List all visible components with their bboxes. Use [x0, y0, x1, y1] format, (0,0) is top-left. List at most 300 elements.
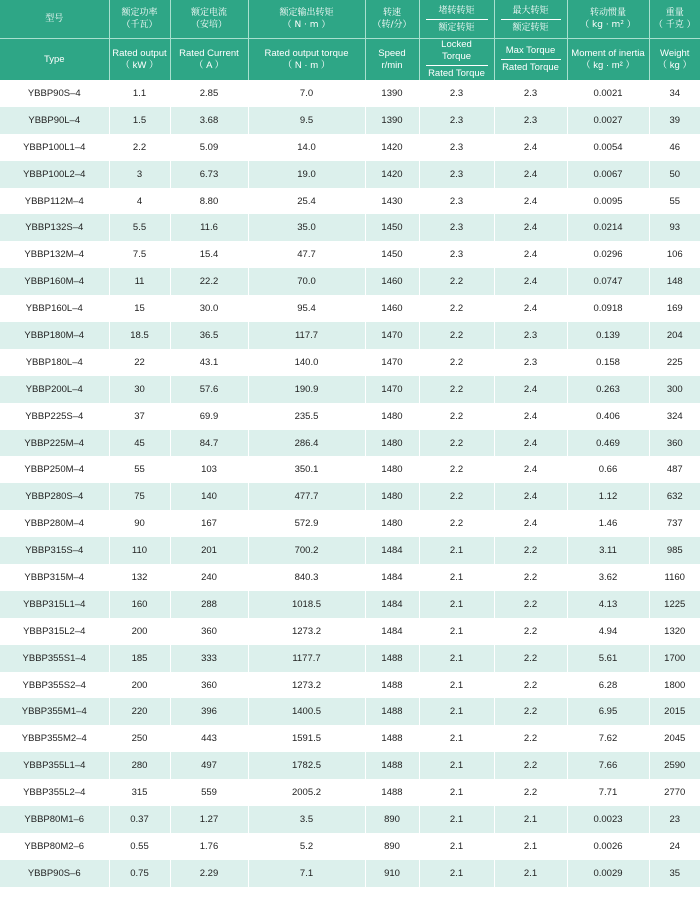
cell-rated-output: 37 [109, 403, 170, 430]
cell-output-torque: 2005.2 [248, 779, 365, 806]
table-row [0, 591, 700, 618]
cell-max-torque-ratio: 2.4 [494, 403, 567, 430]
header-speed-cn: 转速 （转/分） [365, 0, 419, 39]
cell-weight: 737 [649, 510, 700, 537]
cell-max-torque-ratio: 2.2 [494, 591, 567, 618]
cell-max-torque-ratio: 2.1 [494, 833, 567, 860]
cell-type: YBBP100L1–4 [0, 134, 109, 161]
cell-output-torque: 117.7 [248, 322, 365, 349]
cell-locked-torque-ratio: 2.1 [419, 591, 494, 618]
cell-max-torque-ratio: 2.4 [494, 376, 567, 403]
cell-rated-current: 57.6 [170, 376, 248, 403]
cell-speed: 1484 [365, 564, 419, 591]
cell-rated-output: 220 [109, 698, 170, 725]
cell-locked-torque-ratio: 2.1 [419, 537, 494, 564]
table-row [0, 188, 700, 215]
cell-rated-current: 11.6 [170, 214, 248, 241]
header-type-cn: 型号 [0, 0, 109, 39]
cell-moment-of-inertia: 0.139 [567, 322, 649, 349]
cell-weight: 1160 [649, 564, 700, 591]
cell-locked-torque-ratio: 2.2 [419, 403, 494, 430]
cell-rated-current: 43.1 [170, 349, 248, 376]
cell-rated-output: 90 [109, 510, 170, 537]
cell-type: YBBP355M1–4 [0, 698, 109, 725]
cell-locked-torque-ratio: 2.1 [419, 833, 494, 860]
cell-output-torque: 25.4 [248, 188, 365, 215]
cell-type: YBBP180M–4 [0, 322, 109, 349]
cell-rated-current: 1.27 [170, 806, 248, 833]
cell-speed: 1390 [365, 107, 419, 134]
cell-rated-output: 110 [109, 537, 170, 564]
cell-output-torque: 1273.2 [248, 672, 365, 699]
cell-rated-current: 360 [170, 618, 248, 645]
header-locked-torque-en: Locked Torque Rated Torque [419, 39, 494, 81]
header-type-en: Type [0, 39, 109, 81]
cell-weight: 93 [649, 214, 700, 241]
cell-moment-of-inertia: 6.95 [567, 698, 649, 725]
cell-weight: 487 [649, 456, 700, 483]
cell-rated-current: 84.7 [170, 430, 248, 457]
header-weight-en: Weight （ kg ） [649, 39, 700, 81]
cell-moment-of-inertia: 0.469 [567, 430, 649, 457]
cell-rated-current: 288 [170, 591, 248, 618]
header-inertia-en: Moment of inertia （ kg · m² ） [567, 39, 649, 81]
cell-locked-torque-ratio: 2.3 [419, 188, 494, 215]
cell-output-torque: 47.7 [248, 241, 365, 268]
table-row [0, 564, 700, 591]
cell-output-torque: 5.2 [248, 833, 365, 860]
cell-rated-current: 360 [170, 672, 248, 699]
cell-weight: 324 [649, 403, 700, 430]
cell-weight: 2770 [649, 779, 700, 806]
table-row [0, 322, 700, 349]
cell-moment-of-inertia: 0.158 [567, 349, 649, 376]
cell-moment-of-inertia: 4.94 [567, 618, 649, 645]
table-row [0, 698, 700, 725]
table-row [0, 295, 700, 322]
cell-rated-current: 1.76 [170, 833, 248, 860]
cell-rated-output: 3 [109, 161, 170, 188]
cell-moment-of-inertia: 0.0918 [567, 295, 649, 322]
cell-type: YBBP180L–4 [0, 349, 109, 376]
cell-output-torque: 190.9 [248, 376, 365, 403]
cell-type: YBBP315M–4 [0, 564, 109, 591]
table-header [0, 0, 700, 80]
cell-moment-of-inertia: 5.61 [567, 645, 649, 672]
cell-rated-current: 333 [170, 645, 248, 672]
header-output-torque-en: Rated output torque （ N · m ） [248, 39, 365, 81]
cell-speed: 1390 [365, 80, 419, 107]
table-row [0, 80, 700, 107]
cell-locked-torque-ratio: 2.3 [419, 107, 494, 134]
cell-speed: 1430 [365, 188, 419, 215]
cell-output-torque: 286.4 [248, 430, 365, 457]
cell-max-torque-ratio: 2.1 [494, 860, 567, 887]
cell-weight: 55 [649, 188, 700, 215]
cell-output-torque: 19.0 [248, 161, 365, 188]
cell-type: YBBP225M–4 [0, 430, 109, 457]
table-row [0, 161, 700, 188]
cell-moment-of-inertia: 1.46 [567, 510, 649, 537]
table-row [0, 134, 700, 161]
cell-max-torque-ratio: 2.3 [494, 349, 567, 376]
cell-type: YBBP200L–4 [0, 376, 109, 403]
cell-max-torque-ratio: 2.2 [494, 645, 567, 672]
cell-speed: 890 [365, 833, 419, 860]
cell-moment-of-inertia: 0.0747 [567, 268, 649, 295]
cell-type: YBBP80M1–6 [0, 806, 109, 833]
cell-max-torque-ratio: 2.2 [494, 752, 567, 779]
cell-rated-output: 280 [109, 752, 170, 779]
cell-weight: 1225 [649, 591, 700, 618]
cell-rated-current: 3.68 [170, 107, 248, 134]
cell-rated-output: 315 [109, 779, 170, 806]
cell-locked-torque-ratio: 2.1 [419, 779, 494, 806]
cell-weight: 34 [649, 80, 700, 107]
table-row [0, 483, 700, 510]
cell-locked-torque-ratio: 2.1 [419, 752, 494, 779]
cell-rated-output: 1.1 [109, 80, 170, 107]
cell-type: YBBP355L2–4 [0, 779, 109, 806]
cell-speed: 890 [365, 806, 419, 833]
cell-locked-torque-ratio: 2.3 [419, 161, 494, 188]
cell-type: YBBP250M–4 [0, 456, 109, 483]
cell-type: YBBP100L2–4 [0, 161, 109, 188]
table-row [0, 376, 700, 403]
cell-locked-torque-ratio: 2.1 [419, 672, 494, 699]
cell-locked-torque-ratio: 2.1 [419, 698, 494, 725]
cell-weight: 985 [649, 537, 700, 564]
cell-type: YBBP90S–4 [0, 80, 109, 107]
header-speed-en: Speed r/min [365, 39, 419, 81]
cell-weight: 46 [649, 134, 700, 161]
cell-rated-current: 140 [170, 483, 248, 510]
cell-speed: 1484 [365, 618, 419, 645]
cell-moment-of-inertia: 0.0054 [567, 134, 649, 161]
cell-rated-output: 185 [109, 645, 170, 672]
cell-rated-output: 160 [109, 591, 170, 618]
cell-speed: 1488 [365, 645, 419, 672]
cell-rated-output: 75 [109, 483, 170, 510]
cell-rated-current: 69.9 [170, 403, 248, 430]
cell-max-torque-ratio: 2.3 [494, 107, 567, 134]
cell-moment-of-inertia: 0.0023 [567, 806, 649, 833]
cell-output-torque: 1782.5 [248, 752, 365, 779]
cell-speed: 1480 [365, 403, 419, 430]
table-row [0, 672, 700, 699]
cell-output-torque: 140.0 [248, 349, 365, 376]
cell-rated-output: 5.5 [109, 214, 170, 241]
cell-rated-output: 11 [109, 268, 170, 295]
cell-locked-torque-ratio: 2.2 [419, 456, 494, 483]
cell-rated-current: 103 [170, 456, 248, 483]
cell-rated-current: 497 [170, 752, 248, 779]
table-row [0, 510, 700, 537]
cell-rated-current: 22.2 [170, 268, 248, 295]
cell-rated-current: 201 [170, 537, 248, 564]
cell-weight: 2590 [649, 752, 700, 779]
cell-speed: 1420 [365, 161, 419, 188]
cell-rated-current: 443 [170, 725, 248, 752]
cell-rated-output: 30 [109, 376, 170, 403]
table-body [0, 80, 700, 887]
cell-moment-of-inertia: 0.263 [567, 376, 649, 403]
cell-weight: 23 [649, 806, 700, 833]
cell-type: YBBP160M–4 [0, 268, 109, 295]
cell-max-torque-ratio: 2.2 [494, 564, 567, 591]
cell-rated-output: 132 [109, 564, 170, 591]
cell-speed: 1420 [365, 134, 419, 161]
cell-max-torque-ratio: 2.4 [494, 456, 567, 483]
cell-type: YBBP80M2–6 [0, 833, 109, 860]
cell-max-torque-ratio: 2.1 [494, 806, 567, 833]
cell-moment-of-inertia: 0.0027 [567, 107, 649, 134]
cell-speed: 1488 [365, 752, 419, 779]
table-row [0, 833, 700, 860]
cell-rated-output: 2.2 [109, 134, 170, 161]
header-rated-current-cn: 额定电流 （安培） [170, 0, 248, 39]
header-max-torque-cn: 最大转矩 额定转矩 [494, 0, 567, 39]
cell-locked-torque-ratio: 2.1 [419, 564, 494, 591]
header-output-torque-cn: 额定输出转矩 （ N · m ） [248, 0, 365, 39]
cell-max-torque-ratio: 2.4 [494, 214, 567, 241]
cell-locked-torque-ratio: 2.2 [419, 483, 494, 510]
cell-moment-of-inertia: 3.62 [567, 564, 649, 591]
table-row [0, 537, 700, 564]
cell-speed: 1480 [365, 483, 419, 510]
cell-locked-torque-ratio: 2.2 [419, 430, 494, 457]
table-row [0, 806, 700, 833]
cell-moment-of-inertia: 0.0021 [567, 80, 649, 107]
cell-weight: 1800 [649, 672, 700, 699]
cell-moment-of-inertia: 3.11 [567, 537, 649, 564]
header-weight-cn: 重量 （ 千克 ） [649, 0, 700, 39]
cell-speed: 1484 [365, 537, 419, 564]
cell-type: YBBP315S–4 [0, 537, 109, 564]
cell-output-torque: 1177.7 [248, 645, 365, 672]
cell-speed: 1470 [365, 349, 419, 376]
cell-speed: 910 [365, 860, 419, 887]
cell-max-torque-ratio: 2.2 [494, 779, 567, 806]
cell-speed: 1450 [365, 241, 419, 268]
table-row [0, 268, 700, 295]
cell-rated-output: 1.5 [109, 107, 170, 134]
cell-weight: 204 [649, 322, 700, 349]
cell-rated-output: 0.55 [109, 833, 170, 860]
cell-locked-torque-ratio: 2.3 [419, 241, 494, 268]
cell-moment-of-inertia: 0.0214 [567, 214, 649, 241]
cell-weight: 24 [649, 833, 700, 860]
cell-output-torque: 1400.5 [248, 698, 365, 725]
cell-locked-torque-ratio: 2.1 [419, 645, 494, 672]
cell-moment-of-inertia: 7.66 [567, 752, 649, 779]
cell-rated-output: 15 [109, 295, 170, 322]
cell-type: YBBP315L2–4 [0, 618, 109, 645]
cell-output-torque: 350.1 [248, 456, 365, 483]
cell-rated-output: 18.5 [109, 322, 170, 349]
cell-moment-of-inertia: 7.62 [567, 725, 649, 752]
cell-type: YBBP132S–4 [0, 214, 109, 241]
cell-weight: 225 [649, 349, 700, 376]
cell-type: YBBP355S2–4 [0, 672, 109, 699]
cell-output-torque: 1591.5 [248, 725, 365, 752]
cell-speed: 1480 [365, 430, 419, 457]
cell-speed: 1488 [365, 779, 419, 806]
header-inertia-cn: 转动惯量 （ kg · m² ） [567, 0, 649, 39]
cell-locked-torque-ratio: 2.1 [419, 725, 494, 752]
cell-rated-output: 250 [109, 725, 170, 752]
cell-output-torque: 7.1 [248, 860, 365, 887]
cell-type: YBBP355L1–4 [0, 752, 109, 779]
cell-type: YBBP225S–4 [0, 403, 109, 430]
cell-type: YBBP280M–4 [0, 510, 109, 537]
cell-max-torque-ratio: 2.2 [494, 537, 567, 564]
header-rated-output-cn: 额定功率 （千瓦） [109, 0, 170, 39]
cell-rated-output: 0.75 [109, 860, 170, 887]
cell-locked-torque-ratio: 2.1 [419, 806, 494, 833]
cell-rated-current: 5.09 [170, 134, 248, 161]
cell-weight: 360 [649, 430, 700, 457]
cell-rated-current: 15.4 [170, 241, 248, 268]
table-row [0, 349, 700, 376]
header-rated-output-en: Rated output （ kW ） [109, 39, 170, 81]
cell-speed: 1480 [365, 456, 419, 483]
table-row [0, 860, 700, 887]
cell-rated-output: 200 [109, 672, 170, 699]
cell-locked-torque-ratio: 2.3 [419, 214, 494, 241]
cell-max-torque-ratio: 2.4 [494, 241, 567, 268]
cell-type: YBBP90S–6 [0, 860, 109, 887]
cell-locked-torque-ratio: 2.2 [419, 376, 494, 403]
cell-weight: 50 [649, 161, 700, 188]
cell-output-torque: 1018.5 [248, 591, 365, 618]
cell-max-torque-ratio: 2.2 [494, 618, 567, 645]
table-row [0, 241, 700, 268]
cell-speed: 1470 [365, 322, 419, 349]
table-row [0, 214, 700, 241]
header-locked-torque-cn: 堵转转矩 额定转矩 [419, 0, 494, 39]
cell-rated-current: 36.5 [170, 322, 248, 349]
cell-output-torque: 7.0 [248, 80, 365, 107]
cell-weight: 2015 [649, 698, 700, 725]
cell-max-torque-ratio: 2.4 [494, 483, 567, 510]
cell-locked-torque-ratio: 2.2 [419, 510, 494, 537]
cell-type: YBBP90L–4 [0, 107, 109, 134]
cell-rated-current: 6.73 [170, 161, 248, 188]
cell-max-torque-ratio: 2.4 [494, 295, 567, 322]
header-row-chinese [0, 0, 700, 39]
cell-output-torque: 14.0 [248, 134, 365, 161]
cell-speed: 1488 [365, 672, 419, 699]
cell-moment-of-inertia: 0.0095 [567, 188, 649, 215]
table-row [0, 645, 700, 672]
cell-rated-output: 45 [109, 430, 170, 457]
header-max-torque-en: Max Torque Rated Torque [494, 39, 567, 81]
cell-moment-of-inertia: 0.66 [567, 456, 649, 483]
cell-weight: 2045 [649, 725, 700, 752]
cell-type: YBBP132M–4 [0, 241, 109, 268]
cell-type: YBBP315L1–4 [0, 591, 109, 618]
cell-moment-of-inertia: 0.0026 [567, 833, 649, 860]
cell-locked-torque-ratio: 2.2 [419, 322, 494, 349]
cell-output-torque: 35.0 [248, 214, 365, 241]
cell-weight: 106 [649, 241, 700, 268]
cell-locked-torque-ratio: 2.2 [419, 349, 494, 376]
cell-weight: 35 [649, 860, 700, 887]
cell-moment-of-inertia: 4.13 [567, 591, 649, 618]
table-row [0, 725, 700, 752]
cell-output-torque: 572.9 [248, 510, 365, 537]
cell-output-torque: 3.5 [248, 806, 365, 833]
table-row [0, 430, 700, 457]
cell-weight: 1320 [649, 618, 700, 645]
cell-type: YBBP112M–4 [0, 188, 109, 215]
cell-weight: 300 [649, 376, 700, 403]
table-row [0, 107, 700, 134]
header-rated-current-en: Rated Current （ A ） [170, 39, 248, 81]
cell-output-torque: 840.3 [248, 564, 365, 591]
cell-speed: 1488 [365, 725, 419, 752]
table-row [0, 618, 700, 645]
cell-speed: 1450 [365, 214, 419, 241]
header-row-english [0, 39, 700, 81]
cell-moment-of-inertia: 0.0029 [567, 860, 649, 887]
cell-speed: 1484 [365, 591, 419, 618]
cell-output-torque: 235.5 [248, 403, 365, 430]
cell-output-torque: 1273.2 [248, 618, 365, 645]
cell-locked-torque-ratio: 2.3 [419, 80, 494, 107]
cell-max-torque-ratio: 2.3 [494, 322, 567, 349]
cell-output-torque: 700.2 [248, 537, 365, 564]
cell-max-torque-ratio: 2.4 [494, 510, 567, 537]
cell-speed: 1480 [365, 510, 419, 537]
cell-locked-torque-ratio: 2.2 [419, 268, 494, 295]
table-row [0, 752, 700, 779]
cell-speed: 1470 [365, 376, 419, 403]
cell-locked-torque-ratio: 2.1 [419, 618, 494, 645]
cell-moment-of-inertia: 0.0067 [567, 161, 649, 188]
cell-rated-current: 559 [170, 779, 248, 806]
cell-max-torque-ratio: 2.4 [494, 134, 567, 161]
cell-max-torque-ratio: 2.4 [494, 430, 567, 457]
cell-type: YBBP355S1–4 [0, 645, 109, 672]
cell-type: YBBP355M2–4 [0, 725, 109, 752]
cell-rated-output: 0.37 [109, 806, 170, 833]
cell-weight: 1700 [649, 645, 700, 672]
cell-rated-current: 30.0 [170, 295, 248, 322]
cell-max-torque-ratio: 2.4 [494, 268, 567, 295]
cell-type: YBBP280S–4 [0, 483, 109, 510]
cell-output-torque: 70.0 [248, 268, 365, 295]
cell-max-torque-ratio: 2.4 [494, 188, 567, 215]
cell-rated-current: 8.80 [170, 188, 248, 215]
cell-rated-output: 200 [109, 618, 170, 645]
cell-speed: 1488 [365, 698, 419, 725]
cell-locked-torque-ratio: 2.3 [419, 134, 494, 161]
table-row [0, 779, 700, 806]
cell-max-torque-ratio: 2.3 [494, 80, 567, 107]
cell-moment-of-inertia: 0.0296 [567, 241, 649, 268]
cell-rated-output: 55 [109, 456, 170, 483]
cell-locked-torque-ratio: 2.1 [419, 860, 494, 887]
cell-rated-current: 167 [170, 510, 248, 537]
cell-rated-output: 22 [109, 349, 170, 376]
cell-rated-current: 240 [170, 564, 248, 591]
cell-moment-of-inertia: 0.406 [567, 403, 649, 430]
cell-max-torque-ratio: 2.4 [494, 161, 567, 188]
cell-rated-current: 2.29 [170, 860, 248, 887]
cell-weight: 39 [649, 107, 700, 134]
